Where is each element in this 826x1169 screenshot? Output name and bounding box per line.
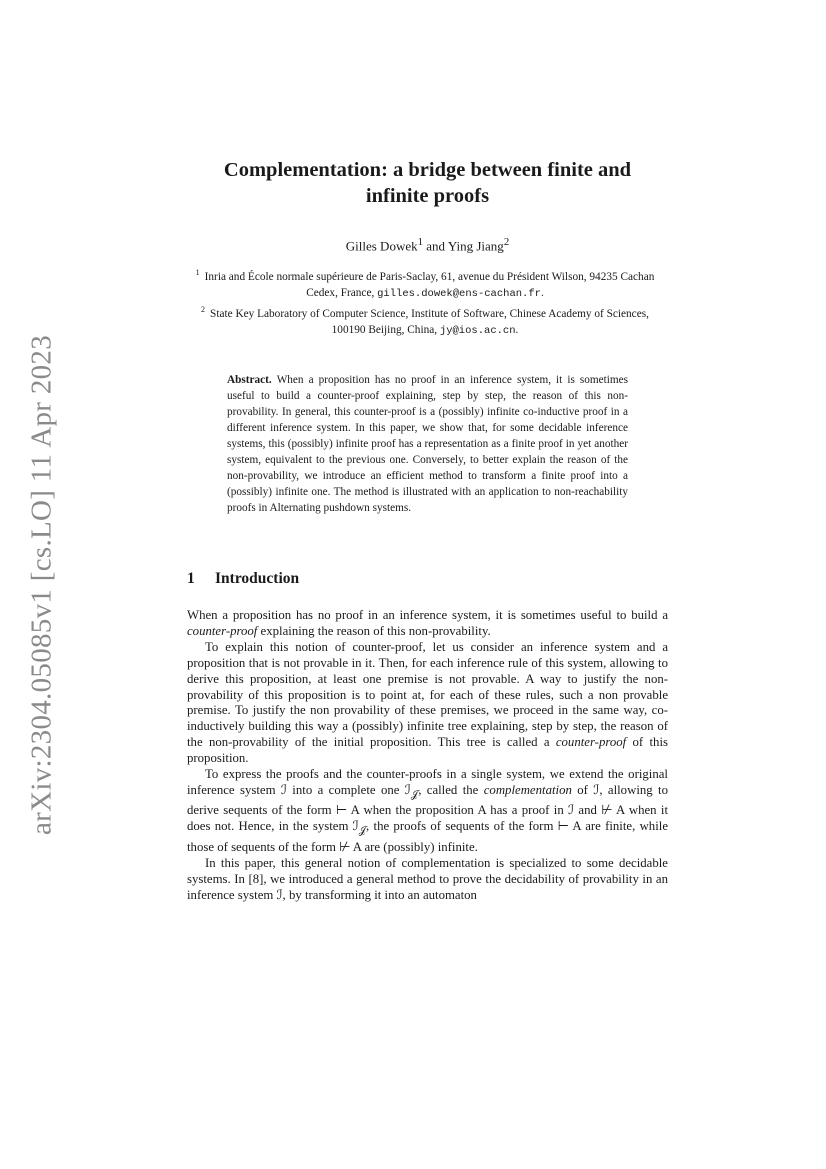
paragraph: In this paper, this general notion of complementation is specialized to some decidable systems. In [8], we introduced a general method to prove the decidability of provability in an inference system ℐ, by transforming it into an automaton (187, 855, 668, 902)
abstract-text: When a proposition has no proof in an inference system, it is sometimes useful to build a counter-proof explaining, step by step, the reason of this non-provability. In general, this counter-proof is a (possibly) infinite co-inductive proof in a different inference system. In this paper, we show that, for some decidable inference systems, this (possibly) infinite proof has a representation as a finite proof in yet another system, equivalent to the previous one. Conversely, to better explain the reason of the non-provability, we introduce an efficient method to transform a finite proof into a (possibly) infinite one. The method is illustrated with an application to non-reachability proofs in Alternating pushdown systems. (227, 374, 628, 514)
emphasis: complementation (483, 782, 572, 797)
section-body (187, 608, 668, 903)
affiliation-end: . (540, 286, 544, 299)
paragraph (187, 767, 668, 856)
paper-title (150, 157, 705, 209)
paragraph-text: of ℐ, allowing to derive sequents of the form ⊢ A when the proposition A has a proof in ℐ and ⊬ A when it does not. Hence, in the system ℐ (187, 782, 669, 834)
abstract-label: Abstract. (227, 374, 272, 386)
affiliation-text: Inria and École normale supérieure de Paris-Saclay, 61, avenue du Président Wilson, 94235 Cachan Cedex, France, (204, 270, 655, 299)
affiliation-mark: 1 (417, 236, 424, 248)
section-title: Introduction (215, 570, 300, 587)
paragraph-text: , the proofs of sequents of the form ⊢ A are finite, while those of sequents of the form ⊬ A are (possibly) infinite. (187, 819, 668, 854)
affiliation-end: . (515, 323, 519, 336)
affiliation-mark: 2 (503, 236, 510, 248)
paragraph-text: explaining the reason of this non-provability. (257, 623, 491, 638)
affiliation-mark: 1 (195, 268, 200, 277)
arxiv-identifier-stamp[interactable]: arXiv:2304.05085v1 [cs.LO] 11 Apr 2023 (25, 334, 58, 836)
author-connector: and (423, 238, 448, 254)
paragraph (187, 608, 668, 640)
affiliation-1 (195, 265, 655, 302)
section-heading (187, 570, 299, 588)
subscript: 𝒥 (410, 789, 419, 801)
subscript: 𝒥 (358, 825, 367, 837)
emphasis: counter-proof (187, 623, 258, 638)
title-line-1: Complementation: a bridge between finite and (223, 159, 632, 181)
email-link[interactable]: jy@ios.ac.cn (439, 324, 516, 337)
affiliation-2 (195, 302, 655, 339)
title-line-2: infinite proofs (365, 185, 490, 207)
author-name: Gilles Dowek (345, 238, 418, 254)
affiliation-mark: 2 (201, 304, 206, 314)
paragraph-text: To explain this notion of counter-proof, let us consider an inference system and a proposition that is not provable in it. Then, for each inference rule of this system, allowing to derive this proposition, at least one premise is not provable. A way to justify the non-provability of this proposition is to point at, for each of these rules, such a non provable premise. To justify the non provability of these premises, we proceed in the same way, co-inductively building this way a (possibly) infinite tree explaining, step by step, the reason of the non-provability of the initial proposition. This tree is called a (187, 639, 668, 750)
paragraph-text: When a proposition has no proof in an inference system, it is sometimes useful to build a (187, 608, 668, 622)
paragraph (187, 640, 668, 767)
affiliations (195, 265, 655, 339)
email-link[interactable]: gilles.dowek@ens-cachan.fr (377, 287, 541, 300)
paragraph-text: , called the (418, 782, 484, 797)
author-list (150, 236, 705, 254)
affiliation-text: State Key Laboratory of Computer Science, Institute of Software, Chinese Academy of Sciences, 100190 Beijing, China, (210, 307, 649, 336)
abstract (227, 373, 628, 517)
paragraph-text: of this proposition. (187, 735, 668, 766)
paragraph-text: To express the proofs and the counter-proofs in a single system, we extend the original inference system ℐ into a complete one ℐ (187, 767, 668, 797)
author-name: Ying Jiang (447, 238, 504, 254)
emphasis: counter-proof (555, 735, 627, 750)
section-number: 1 (187, 570, 195, 587)
